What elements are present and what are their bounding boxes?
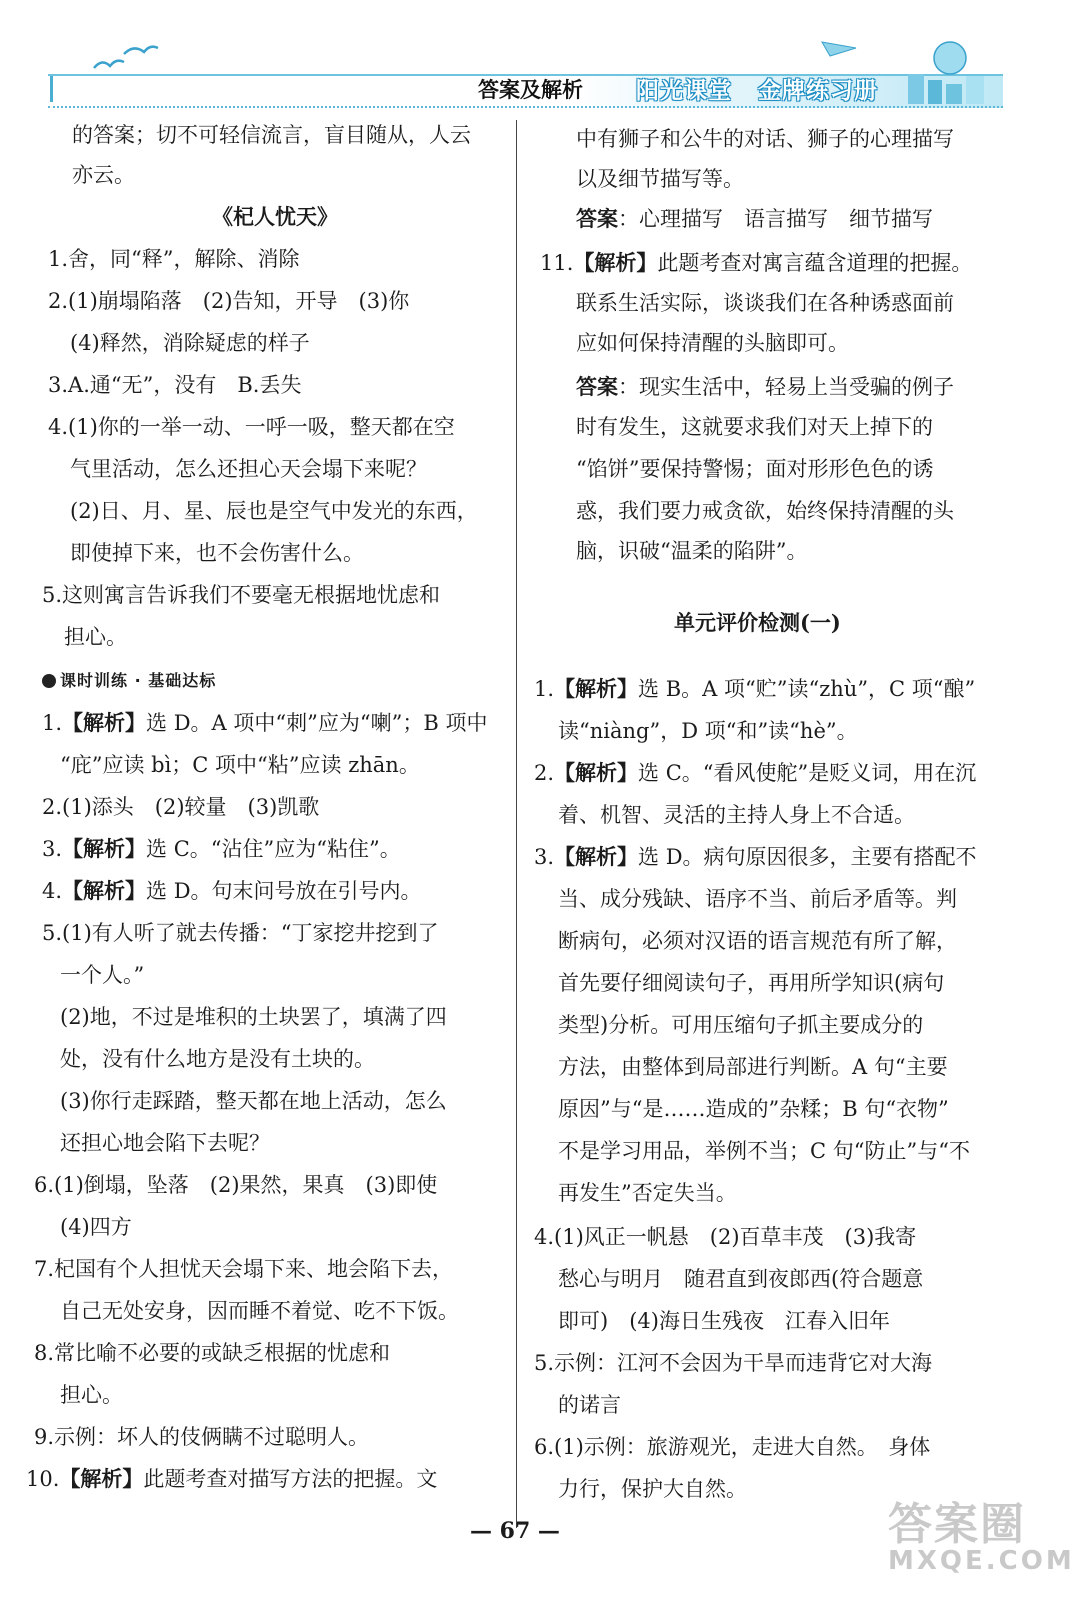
text-line: 力行，保护大自然。 <box>558 1477 747 1501</box>
section-heading <box>42 668 216 691</box>
header-left-marker <box>50 76 71 102</box>
text-line: 再发生”否定失当。 <box>558 1181 737 1205</box>
text-line: 原因”与“是……造成的”杂糅；B 句“衣物” <box>558 1097 949 1121</box>
text-line: 还担心地会陷下去呢？ <box>60 1131 270 1155</box>
text-line: 4.【解析】选 D。句末问号放在引号内。 <box>42 878 422 903</box>
text-line: 时有发生，这就要求我们对天上掉下的 <box>576 415 933 439</box>
text-line: 断病句，必须对汉语的语言规范有所了解， <box>558 929 957 953</box>
watermark-bottom: MXQE.COM <box>888 1546 1075 1576</box>
text-line: 应如何保持清醒的头脑即可。 <box>576 331 849 355</box>
page-header <box>0 0 1087 120</box>
text-line: 7.杞国有个人担忧天会塌下来、地会陷下去， <box>34 1257 454 1281</box>
text-line: “庇”应读 bì；C 项中“粘”应读 zhān。 <box>60 753 420 777</box>
subsection-title: 单元评价检测(一) <box>674 610 841 635</box>
text-line: 的答案；切不可轻信流言，盲目随从，人云 <box>72 123 471 147</box>
text-line: 当、成分残缺、语序不当、前后矛盾等。判 <box>558 887 957 911</box>
text-line: 不是学习用品，举例不当；C 句“防止”与“不 <box>558 1139 970 1163</box>
text-line: 着、机智、灵活的主持人身上不合适。 <box>558 803 915 827</box>
text-line: 处，没有什么地方是没有土块的。 <box>60 1047 375 1071</box>
text-line: 8.常比喻不必要的或缺乏根据的忧虑和 <box>34 1341 391 1365</box>
text-line: 联系生活实际，谈谈我们在各种诱惑面前 <box>576 291 954 315</box>
text-line: 2.(1)崩塌陷落 (2)告知，开导 (3)你 <box>48 289 410 313</box>
text-line: 5.(1)有人听了就去传播：“丁家挖井挖到了 <box>42 921 439 945</box>
text-line: “馅饼”要保持警惕；面对形形色色的诱 <box>576 457 934 481</box>
text-line: 类型)分析。可用压缩句子抓主要成分的 <box>558 1013 924 1037</box>
header-brand-right: 金牌练习册 <box>758 78 878 104</box>
text-line: 6.(1)示例：旅游观光，走进大自然。 身体 <box>534 1435 931 1459</box>
watermark-top: 答案圈 <box>888 1499 1026 1550</box>
text-line: 即使掉下来，也不会伤害什么。 <box>70 541 364 565</box>
text-line: 惑，我们要力戒贪欲，始终保持清醒的头 <box>576 499 954 523</box>
text-line: 2.(1)添头 (2)较量 (3)凯歌 <box>42 795 320 819</box>
text-line: 答案：现实生活中，轻易上当受骗的例子 <box>576 374 954 399</box>
text-line: 脑，识破“温柔的陷阱”。 <box>576 539 808 563</box>
text-line: 3.【解析】选 C。“沾住”应为“粘住”。 <box>42 836 401 861</box>
text-line: (4)释然，消除疑虑的样子 <box>70 331 310 355</box>
text-line: 1.舍，同“释”，解除、消除 <box>48 247 300 271</box>
text-line: 亦云。 <box>72 163 135 187</box>
watermark-logo <box>888 1488 1075 1576</box>
text-line: 担心。 <box>64 625 127 649</box>
text-line: 3.A.通“无”，没有 B.丢失 <box>48 373 302 397</box>
text-line: 4.(1)风正一帆悬 (2)百草丰茂 (3)我寄 <box>534 1225 917 1249</box>
text-line: 6.(1)倒塌，坠落 (2)果然，果真 (3)即使 <box>34 1173 438 1197</box>
column-divider <box>516 120 517 1528</box>
birds-icon <box>90 40 160 80</box>
section-heading-text: 课时训练 · 基础达标 <box>60 671 217 690</box>
text-line: 愁心与明月 随君直到夜郎西(符合题意 <box>558 1267 924 1291</box>
text-line: 一个人。” <box>60 963 145 987</box>
text-line: (3)你行走踩踏，整天都在地上活动，怎么 <box>60 1089 447 1113</box>
section-bullet-icon <box>42 674 56 688</box>
text-line: 气里活动，怎么还担心天会塌下来呢？ <box>70 457 427 481</box>
text-line: 以及细节描写等。 <box>576 167 744 191</box>
text-line: 中有狮子和公牛的对话、狮子的心理描写 <box>576 127 954 151</box>
text-line: 4.(1)你的一举一动、一呼一吸，整天都在空 <box>48 415 455 439</box>
text-line: (2)日、月、星、辰也是空气中发光的东西， <box>70 499 478 523</box>
text-line: 首先要仔细阅读句子，再用所学知识(病句 <box>558 971 945 995</box>
text-line: (4)四方 <box>60 1215 132 1239</box>
paper-plane-icon <box>820 36 860 60</box>
header-decoration-icon <box>888 36 998 108</box>
text-line: 方法，由整体到局部进行判断。A 句“主要 <box>558 1055 948 1079</box>
text-line: 自己无处安身，因而睡不着觉、吃不下饭。 <box>60 1299 459 1323</box>
header-section-label: 答案及解析 <box>478 78 583 102</box>
text-line: 5.这则寓言告诉我们不要毫无根据地忧虑和 <box>42 583 441 607</box>
text-line: 即可) (4)海日生残夜 江春入旧年 <box>558 1309 890 1333</box>
text-line: 的诺言 <box>558 1393 621 1417</box>
text-line: 10.【解析】此题考查对描写方法的把握。文 <box>26 1466 438 1491</box>
text-line: 11.【解析】此题考查对寓言蕴含道理的把握。 <box>540 250 973 275</box>
subsection-title: 《杞人忧天》 <box>212 204 338 229</box>
text-line: 担心。 <box>60 1383 123 1407</box>
text-line: (2)地，不过是堆积的土块罢了，填满了四 <box>60 1005 447 1029</box>
text-line: 2.【解析】选 C。“看风使舵”是贬义词，用在沉 <box>534 760 977 785</box>
text-line: 1.【解析】选 B。A 项“贮”读“zhù”，C 项“酿” <box>534 676 976 701</box>
text-line: 3.【解析】选 D。病句原因很多，主要有搭配不 <box>534 844 977 869</box>
text-line: 读“niàng”，D 项“和”读“hè”。 <box>558 719 858 743</box>
text-line: 5.示例：江河不会因为干旱而违背它对大海 <box>534 1351 933 1375</box>
text-line: 答案：心理描写 语言描写 细节描写 <box>576 206 933 231</box>
header-brand-left: 阳光课堂 <box>636 78 732 104</box>
page-number: — 67 — <box>470 1518 560 1544</box>
text-line: 9.示例：坏人的伎俩瞒不过聪明人。 <box>34 1425 370 1449</box>
text-line: 1.【解析】选 D。A 项中“刺”应为“喇”；B 项中 <box>42 710 488 735</box>
